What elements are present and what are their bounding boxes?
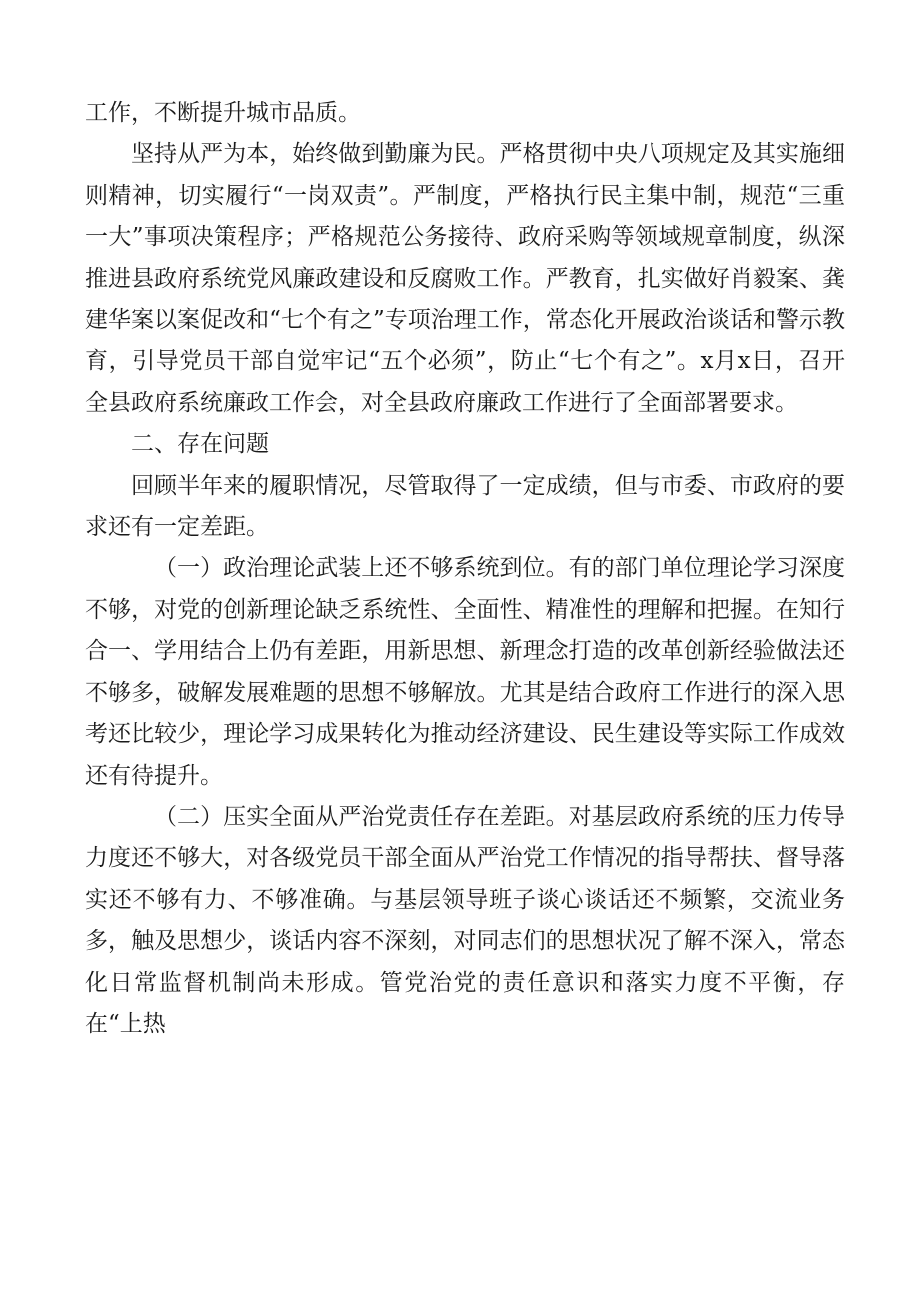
- paragraph-strict-governance: 坚持从严为本，始终做到勤廉为民。严格贯彻中央八项规定及其实施细则精神，切实履行“一岗双责”。严制度，严格执行民主集中制，规范“三重一大”事项决策程序；严格规范公务接待、政府采购等领域规章制度，纵深推进县政府系统党风廉政建设和反腐败工作。严教育，扎实做好肖毅案、龚建华案以案促改和“七个有之”专项治理工作，常态化开展政治谈话和警示教育，引导党员干部自觉牢记“五个必须”，防止“七个有之”。x月x日，召开全县政府系统廉政工作会，对全县政府廉政工作进行了全面部署要求。: [85, 141, 845, 416]
- paragraph-problem-2: （二）压实全面从严治党责任存在差距。对基层政府系统的压力传导力度还不够大，对各级党员干部全面从严治党工作情况的指导帮扶、督导落实还不够有力、不够准确。与基层领导班子谈心谈话还不频繁，交流业务多，触及思想少，谈话内容不深刻，对同志们的思想状况了解不深入，常态化日常监督机制尚未形成。管党治党的责任意识和落实力度不平衡，存在“上热: [85, 803, 845, 1037]
- paragraph-continuation: 工作，不断提升城市品质。: [85, 100, 361, 126]
- section-heading-problems: 二、存在问题: [131, 431, 269, 458]
- paragraph-problem-1: （一）政治理论武装上还不够系统到位。有的部门单位理论学习深度不够，对党的创新理论缺乏系统性、全面性、精准性的理解和把握。在知行合一、学用结合上仍有差距，用新思想、新理念打造的改革创新经验做法还不够多，破解发展难题的思想不够解放。尤其是结合政府工作进行的深入思考还比较少，理论学习成果转化为推动经济建设、民生建设等实际工作成效还有待提升。: [85, 555, 845, 789]
- paragraph-review: 回顾半年来的履职情况，尽管取得了一定成绩，但与市委、市政府的要求还有一定差距。: [85, 472, 845, 541]
- document-body: [85, 93, 845, 1045]
